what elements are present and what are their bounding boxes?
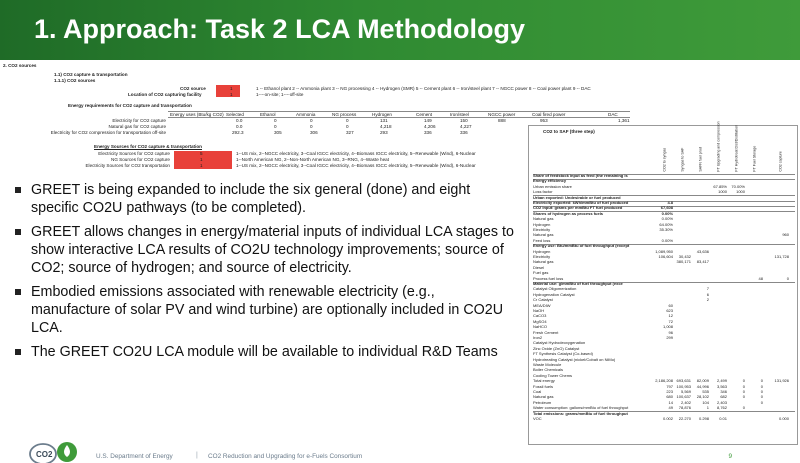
energy-header-cell: Hydrogen <box>372 112 392 117</box>
energy-cell: 0 <box>310 124 313 129</box>
source-cell-highlight[interactable] <box>174 163 232 169</box>
row-label: Material use: g/mmBtu of fuel throughput (exce <box>533 281 623 286</box>
table-cell: 70.00% <box>731 183 745 189</box>
row-label: Urban exported: Undesirable or fuel produced <box>533 194 621 200</box>
column-header: FT Hydrotreat Dist/Distillation <box>734 125 739 172</box>
table-cell: 299 <box>666 335 673 340</box>
square-bullet-icon <box>15 229 21 235</box>
co2-source-label: CO2 source <box>180 86 206 91</box>
table-cell: 106,604 <box>658 254 673 259</box>
table-cell: 0 <box>760 394 763 400</box>
row-label: Cr Catalyst <box>533 297 553 303</box>
location-cell[interactable] <box>216 91 240 97</box>
table-cell: 0 <box>760 378 763 384</box>
row-label: Process fuel loss <box>533 275 564 281</box>
bullet-item <box>14 181 514 217</box>
row-label: VOC <box>533 416 542 421</box>
row-label: Fossil fuels <box>533 383 554 389</box>
row-label: Feed loss <box>533 237 551 243</box>
source-value: 1 <box>200 157 203 162</box>
table-cell: 1,089,950 <box>655 248 673 254</box>
column-header: FT Fuel Storage <box>752 146 757 172</box>
co2-source-value: 1 <box>230 86 233 91</box>
table-cell: 104 <box>702 399 709 405</box>
row-label: Coal <box>533 389 542 394</box>
column-header: FT Upgrading and compression <box>716 121 721 172</box>
row-label: Zinc Oxide (ZnO) Catalyst <box>533 345 580 351</box>
energy-row-label: Electricity for CO2 compression for transportation off-site <box>50 130 166 135</box>
energy-header-cell: Selected <box>226 112 244 117</box>
table-cell: 1,008 <box>662 324 673 330</box>
table-cell: 2,403 <box>716 399 727 405</box>
row-label: MgSO4 <box>533 318 547 324</box>
row-label: Fuel gas <box>533 270 549 276</box>
energy-header-cell: NG process <box>332 112 357 117</box>
table-row <box>533 417 795 422</box>
table-cell: 0 <box>760 383 763 389</box>
table-cell: 83,417 <box>696 259 709 265</box>
row-label: Petroleum <box>533 399 552 405</box>
row-label: Catalyst Hydrodeoxygenation <box>533 340 586 346</box>
location-label: Location of CO2 capturing facility <box>128 92 202 97</box>
table-cell: 67,608 <box>660 205 673 211</box>
table-cell: 1000 <box>718 189 727 195</box>
table-cell: 3,563 <box>716 383 727 389</box>
row-label: CO2 input: grams per mmBtu FT fuel produced <box>533 205 623 211</box>
energy-cell: 4,227 <box>460 124 472 129</box>
row-label: Iron2 <box>533 335 543 340</box>
sheet-section-title: 2. CO2 sources <box>3 63 37 68</box>
row-label: Energy use: Btu/mmBtu of fuel throughput (except <box>533 243 630 249</box>
row-label: Total energy <box>533 378 555 384</box>
spreadsheet-co2-to-saf <box>528 121 798 445</box>
row-label: Total emissions: grams/mmBtu of fuel throughput <box>533 410 628 416</box>
table-cell: 35.30% <box>659 227 673 232</box>
column-header: CO2 to syngas <box>662 148 667 172</box>
table-cell: 131,728 <box>774 254 789 259</box>
slide-title: 1. Approach: Task 2 LCA Methodology <box>34 14 526 44</box>
table-cell: 0.00% <box>661 237 673 243</box>
column-header: SAFN fuel prod <box>698 147 703 172</box>
bullet-list <box>14 181 514 367</box>
table-cell: 0.002 <box>662 416 673 421</box>
row-label: Urban emission share <box>533 183 572 189</box>
energy-cell: 4,218 <box>380 124 392 129</box>
table-cell: 64.00% <box>659 221 673 227</box>
row-label: NaOH <box>533 308 545 313</box>
table-cell: 8,762 <box>716 405 727 411</box>
energy-cell: 0 <box>310 118 313 123</box>
table-cell: 2,402 <box>680 399 691 405</box>
table-cell: 82,009 <box>696 378 709 384</box>
energy-row-label: Natural gas for CO2 capture <box>108 124 166 129</box>
energy-cell: 306 <box>310 130 318 135</box>
title-banner <box>0 0 800 60</box>
row-label: Electricity exported: kWh/mmBtu of fuel produced <box>533 200 629 205</box>
table-cell: 0.298 <box>698 416 709 421</box>
row-label: CaCO3 <box>533 313 547 319</box>
table-cell: 797 <box>666 383 673 389</box>
energy-cell: 0 <box>346 118 349 123</box>
table-cell: 43,636 <box>696 248 709 254</box>
row-label: Electricity <box>533 254 551 259</box>
energy-cell: 293 <box>380 130 388 135</box>
table-cell: 72 <box>668 318 673 324</box>
bullet-text: GREET is being expanded to include the six general (done) and eight specific CO2U pathways (to be completed). <box>31 182 471 216</box>
table-cell: 960 <box>782 232 789 238</box>
table-cell: 1 <box>706 405 709 411</box>
table-cell: 0 <box>742 383 745 389</box>
row-label: MEA/DIW <box>533 302 551 308</box>
energy-cell: 292.3 <box>232 130 244 135</box>
energy-cell: 150 <box>460 118 468 123</box>
table-cell: 44,996 <box>696 383 709 389</box>
table-cell: 693,631 <box>676 378 691 384</box>
row-label: NaHCO <box>533 324 548 330</box>
energy-cell: 0.0 <box>236 118 243 123</box>
column-header: Syngas to SAF <box>680 148 685 172</box>
page-number: 9 <box>728 453 732 460</box>
energy-cell: 327 <box>346 130 354 135</box>
energy-cell: 149 <box>424 118 432 123</box>
table-cell: 49 <box>668 405 673 411</box>
row-label: Shares of hydrogen as process fuels <box>533 210 604 216</box>
table-cell: 535 <box>702 389 709 394</box>
table-cell: 380,171 <box>676 259 691 265</box>
bullet-item <box>14 343 514 361</box>
energy-row-label: Electricity for CO2 capture <box>112 118 166 123</box>
sheet-subsection-2: 1.1.1) CO2 sources <box>54 78 96 83</box>
table-cell: 96 <box>668 329 673 335</box>
sheet-right-title: CO2 to SAF (three step) <box>543 129 595 134</box>
table-cell: 48 <box>758 275 763 281</box>
table-cell: 7 <box>706 286 709 292</box>
row-label: Hydrogen <box>533 248 551 254</box>
table-cell: 2 <box>706 297 709 303</box>
table-cell: 680 <box>666 394 673 400</box>
table-cell: 60 <box>668 302 673 308</box>
table-cell: 0 <box>742 405 745 411</box>
source-options: 1--US mix, 2--NGCC electricity, 3--Coal IGCC electricity, 4--Biomass IGCC electricity, 5--Renewable (Wind), 6-Nuclear <box>236 163 476 168</box>
energy-cell: 0.0 <box>236 124 243 129</box>
row-label: Electricity <box>533 227 551 232</box>
table-cell: 78,876 <box>678 405 691 411</box>
row-label: FT Synthesis Catalyst (Co-based) <box>533 351 593 357</box>
row-label: Energy efficiency <box>533 178 567 184</box>
table-cell: 0 <box>786 275 789 281</box>
energy-cell: 0 <box>274 118 277 123</box>
square-bullet-icon <box>15 187 21 193</box>
table-cell: 623 <box>666 308 673 313</box>
energy-cell: 888 <box>498 118 506 123</box>
table-cell: 0 <box>742 378 745 384</box>
energy-cell: 305 <box>274 130 282 135</box>
energy-cell: 4,206 <box>424 124 436 129</box>
row-label: Natural gas <box>533 232 554 238</box>
energy-header-cell: Cement <box>416 112 433 117</box>
energy-header-cell: Coal fired power <box>532 112 566 117</box>
table-cell: 2,499 <box>716 378 727 384</box>
bullet-item <box>14 223 514 277</box>
row-label: Share of feedstock input as feed (the remaining is <box>533 173 628 178</box>
energy-cell: 953 <box>540 118 548 123</box>
energy-header-row <box>168 111 630 118</box>
column-header: CO2 capture <box>778 151 783 172</box>
table-cell: 223 <box>666 389 673 394</box>
location-value: 1 <box>230 92 233 97</box>
table-cell: 682 <box>720 394 727 400</box>
bullet-item <box>14 283 514 337</box>
source-options: 1--North American NG, 2--Non-North American NG, 3--RNG, 4--Waste heat <box>236 157 389 162</box>
table-cell: 4.8 <box>667 200 673 205</box>
energy-header-cell: Iron/steel <box>450 112 469 117</box>
row-label: Natural gas <box>533 394 554 400</box>
row-label: Hydrotreating Catalyst (nickel/Cobalt on NiMo) <box>533 356 616 362</box>
table-cell: 22.270 <box>678 416 691 421</box>
table-cell: 100,637 <box>676 394 691 400</box>
table-cell: 346 <box>720 389 727 394</box>
table-cell: 30,432 <box>678 254 691 259</box>
table-cell: 5,569 <box>680 389 691 394</box>
row-label: Loss factor <box>533 189 553 195</box>
table-cell: 0 <box>742 389 745 394</box>
energy-sources-title: Energy Sources for CO2 capture & transportation <box>94 144 202 149</box>
row-label: Hydrogen <box>533 221 551 227</box>
energy-header-cell: DAC <box>608 112 618 117</box>
table-cell: 131,926 <box>774 378 789 384</box>
bullet-text: Embodied emissions associated with renewable electricity (e.g., manufacture of solar PV and wind turbine) are optionally included in CO2U LCA. <box>31 284 504 336</box>
table-cell: 1000 <box>736 189 745 195</box>
energy-cell: 336 <box>460 130 468 135</box>
location-options: 1----on-site; 1----off-site <box>256 92 304 97</box>
row-label: Water consumption: gallons/mmBtu of fuel throughput <box>533 405 629 411</box>
table-cell: 14 <box>668 399 673 405</box>
table-cell: 0.01 <box>719 416 727 421</box>
table-cell: 6 <box>706 291 709 297</box>
table-cell: 2,186,208 <box>655 378 673 384</box>
logo-text: CO2 <box>36 450 53 459</box>
source-row-label: NG Sources for CO2 capture <box>111 157 170 162</box>
source-row-label: Electricity Sources for CO2 transportation <box>85 163 170 168</box>
energy-cell: 0 <box>274 124 277 129</box>
source-value: 5 <box>200 151 203 156</box>
row-label: Cooling Tower Chems <box>533 372 573 378</box>
source-row-label: Electricity Sources for CO2 capture <box>98 151 170 156</box>
column-headers <box>661 121 797 172</box>
row-label: Boiler Chemicals <box>533 367 564 373</box>
co2-source-options: 1 -- Ethanol plant 2 -- Ammonia plant 3 -- NG processing 4 -- Hydrogen (SMR) 5 -- Cement plant 6 -- Iron/steel plant 7 -- NGCC power 8 -- Coal power plant 9 -- DAC <box>256 86 591 91</box>
row-label: Waste Molecule <box>533 362 562 367</box>
table-cell: 0 <box>760 389 763 394</box>
table-cell: 100,953 <box>676 383 691 389</box>
square-bullet-icon <box>15 289 21 295</box>
footer-consortium: CO2 Reduction and Upgrading for e-Fuels Consortium <box>208 453 363 460</box>
row-label: Natural gas <box>533 216 554 222</box>
energy-header-cell: Ammonia <box>296 112 316 117</box>
table-cell: 12 <box>668 313 673 319</box>
table-cell: 67.85% <box>713 183 727 189</box>
footer-separator: | <box>196 452 198 459</box>
energy-cell: 0 <box>346 124 349 129</box>
row-label: Hydrogenation Catalyst <box>533 291 575 297</box>
energy-cell: 131 <box>380 118 388 123</box>
table-cell: 0.00% <box>661 216 673 222</box>
square-bullet-icon <box>15 349 21 355</box>
energy-cell: 1,361 <box>618 118 630 123</box>
row-label: Diesel <box>533 264 545 270</box>
bullet-text: GREET allows changes in energy/material inputs of individual LCA stages to show interactive LCA results of CO2U technology improvements; source of CO2; source of hydrogen; and source of electricity. <box>31 224 514 276</box>
energy-header-cell: Ethanol <box>260 112 276 117</box>
energy-cell: 336 <box>424 130 432 135</box>
table-cell: 0.000 <box>778 416 789 421</box>
source-options: 1--US mix, 2--NGCC electricity, 3--Coal IGCC electricity, 4--Biomass IGCC electricity, 5--Renewable (Wind), 6-Nuclear <box>236 151 476 156</box>
energy-header-cell: NGCC power <box>488 112 516 117</box>
bullet-text: The GREET CO2U LCA module will be available to individual R&D Teams <box>31 344 498 360</box>
table-cell: 0.00% <box>661 210 673 216</box>
sheet-subsection-1: 1.1) CO2 capture & transportation <box>54 72 128 77</box>
source-value: 1 <box>200 163 203 168</box>
table-cell: 0 <box>760 399 763 405</box>
table-cell: 0 <box>742 394 745 400</box>
co2-consortium-logo <box>28 437 80 463</box>
footer-org: U.S. Department of Energy <box>96 453 173 460</box>
energy-requirements-title: Energy requirements for CO2 capture and transportation <box>68 103 192 108</box>
table-cell: 28,102 <box>696 394 709 400</box>
row-label: Fresh Cement <box>533 329 559 335</box>
row-label: Natural gas <box>533 259 554 265</box>
energy-header-cell: Energy uses (Btu/kg CO2) <box>170 112 224 117</box>
row-label: Catalyst Oligomerization <box>533 286 577 292</box>
